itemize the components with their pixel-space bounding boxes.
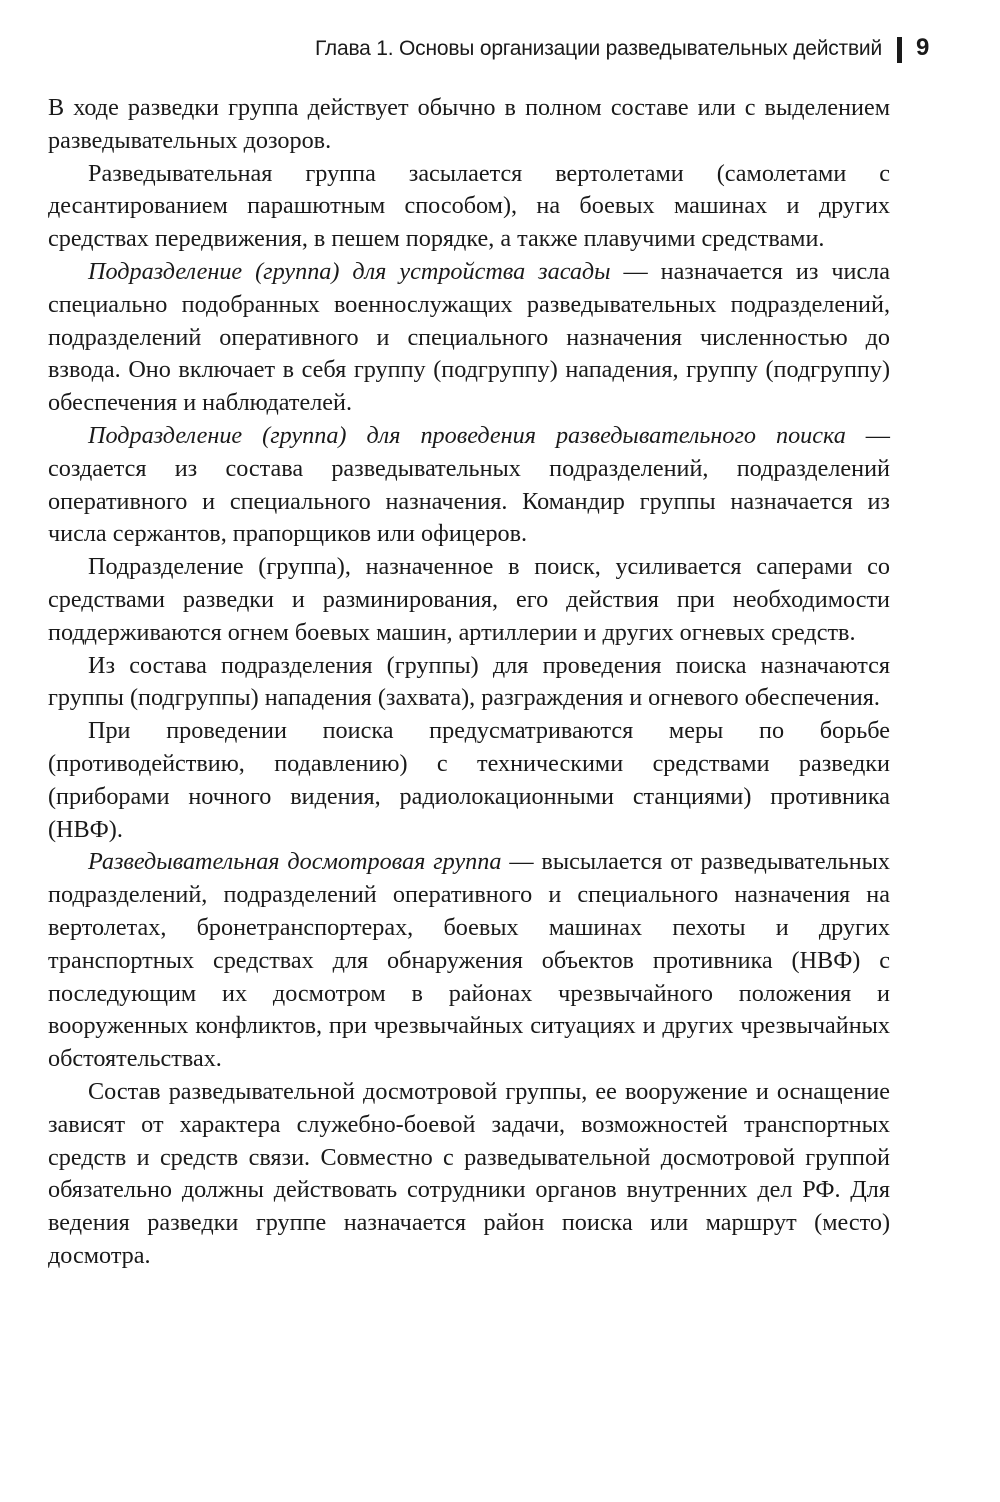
paragraph-text: Из состава подразделения (группы) для проведения поиска назначаются группы (подгруппы) нападения (захвата), разграждения и огневого обеспечения. <box>48 651 890 712</box>
paragraph <box>48 420 890 551</box>
paragraph <box>48 650 890 716</box>
paragraph-term: Разведывательная досмотровая группа <box>88 848 502 876</box>
page-body <box>48 92 890 1273</box>
paragraph <box>48 715 890 846</box>
paragraph-text: — назначается из числа специально подобранных военнослужащих разведывательных подразделений, подразделений оперативного и специального назначения численностью до взвода. Оно включает в себя группу (подгруппу) нападения, группу (подгруппу) обеспечения и наблюдателей. <box>48 257 890 417</box>
paragraph <box>48 551 890 649</box>
running-header <box>48 34 882 64</box>
chapter-title: Глава 1. Основы организации разведывательных действий <box>314 37 882 60</box>
paragraph-text: Разведывательная группа засылается вертолетами (самолетами с десантированием парашютным способом), на боевых машинах и других средствах передвижения, в пешем порядке, а также плавучими средствами. <box>48 159 890 253</box>
paragraph <box>48 92 890 158</box>
paragraph <box>48 256 890 420</box>
header-separator <box>897 37 902 63</box>
paragraph <box>48 158 890 256</box>
paragraph-text: — создается из состава разведывательных подразделений, подразделений оперативного и специального назначения. Командир группы назначается из числа сержантов, прапорщиков или офицеров. <box>48 421 890 548</box>
paragraph-text: Состав разведывательной досмотровой группы, ее вооружение и оснащение зависят от характера служебно-боевой задачи, возможностей транспортных средств и средств связи. Совместно с разведывательной досмотровой группой обязательно должны действовать сотрудники органов внутренних дел РФ. Для ведения разведки группе назначается район поиска или маршрут (место) досмотра. <box>48 1077 890 1269</box>
page-number: 9 <box>916 34 930 61</box>
paragraph-text: — высылается от разведывательных подразделений, подразделений оперативного и специального назначения на вертолетах, бронетранспортерах, боевых машинах пехоты и других транспортных средствах для обнаружения объектов противника (НВФ) с последующим их досмотром в районах чрезвычайного положения и вооруженных конфликтов, при чрезвычайных ситуациях и других чрезвычайных обстоятельствах. <box>48 848 890 1073</box>
paragraph-term: Подразделение (группа) для проведения разведывательного поиска <box>88 421 846 449</box>
paragraph <box>48 846 890 1076</box>
paragraph-text: Подразделение (группа), назначенное в поиск, усиливается саперами со средствами разведки и разминирования, его действия при необходимости поддерживаются огнем боевых машин, артиллерии и других огневых средств. <box>48 553 890 646</box>
paragraph <box>48 1076 890 1273</box>
paragraph-term: Подразделение (группа) для устройства засады <box>88 257 611 285</box>
paragraph-text: В ходе разведки группа действует обычно в полном составе или с выделением разведывательных дозоров. <box>48 94 890 154</box>
paragraph-text: При проведении поиска предусматриваются меры по борьбе (противодействию, подавлению) с техническими средствами разведки (приборами ночного видения, радиолокационными станциями) противника (НВФ). <box>48 717 890 843</box>
